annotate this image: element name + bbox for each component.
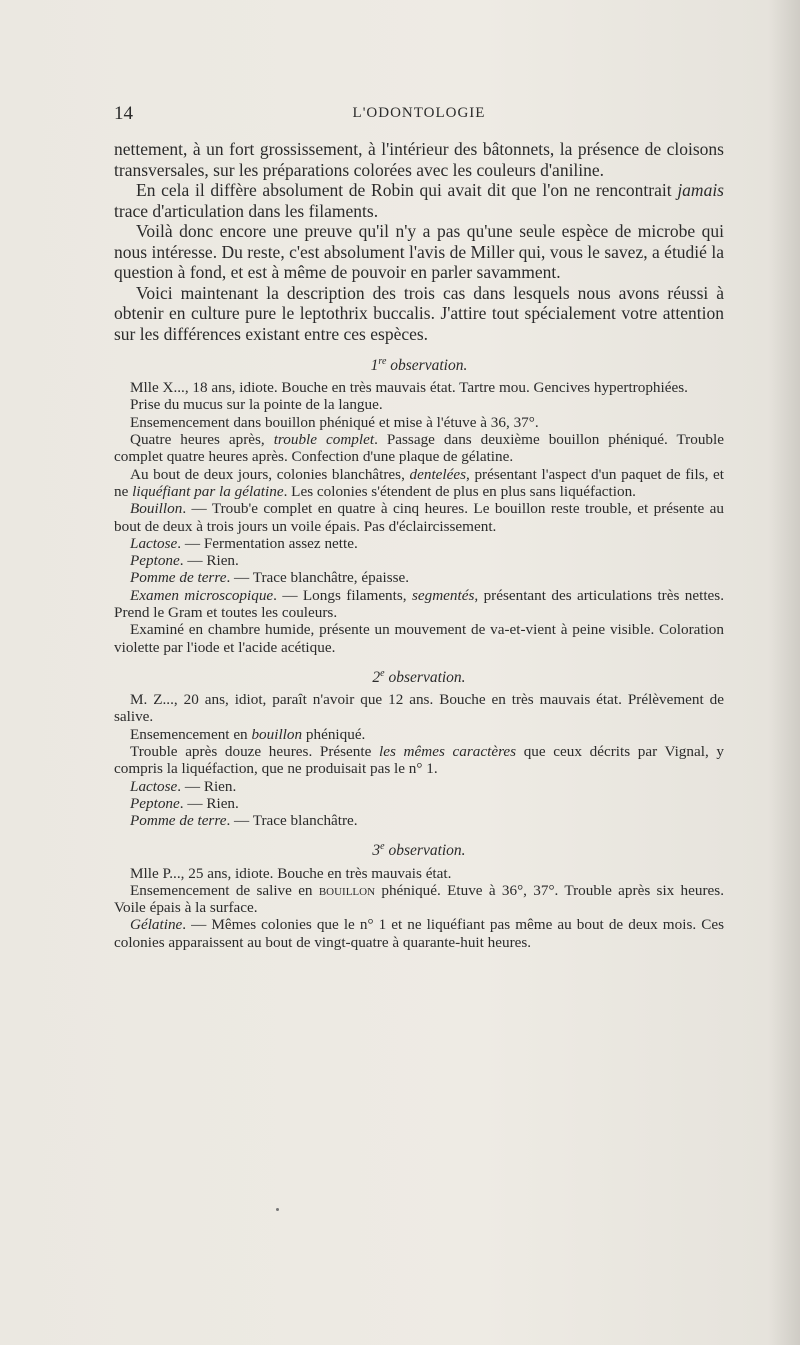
paragraph: Trouble après douze heures. Présente les mêmes caractères que ceux décrits par Vignal, y compris la liquéfaction, que ne produisait pas le n° 1. (114, 742, 724, 778)
paragraph: Ensemencement dans bouillon phéniqué et mise à l'étuve à 36, 37°. (130, 413, 539, 431)
paragraph: Prise du mucus sur la pointe de la langue. (130, 396, 383, 414)
paragraph: Pomme de terre. — Trace blanchâtre, épaisse. (130, 569, 410, 587)
observation-1 (114, 379, 724, 656)
paragraph: Peptone. — Rien. (130, 794, 239, 812)
paragraph: Voilà donc encore une preuve qu'il n'y a pas qu'une seule espèce de microbe qui nous intéresse. Du reste, c'est absolument l'avis de Miller qui, vous le savez, a étudié la question à fond, et est à même de pouvoir en parler savamment. (114, 221, 724, 282)
page-body (114, 139, 724, 951)
page-header (114, 103, 724, 133)
observation-3 (114, 865, 724, 951)
paragraph: Peptone. — Rien. (130, 552, 239, 570)
paragraph: M. Z..., 20 ans, idiot, paraît n'avoir que 12 ans. Bouche en très mauvais état. Prélèvement de salive. (114, 691, 724, 726)
observation-1-title: 1re observation. (370, 356, 468, 375)
intro-section (114, 139, 724, 344)
paragraph: Examen microscopique. — Longs filaments, segmentés, présentant des articulations très nettes. Prend le Gram et toutes les couleurs. (114, 586, 724, 622)
paragraph: nettement, à un fort grossissement, à l'intérieur des bâtonnets, la présence de cloisons transversales, sur les préparations colorées avec les couleurs d'aniline. (114, 139, 724, 180)
paragraph: Pomme de terre. — Trace blanchâtre. (130, 812, 358, 830)
paragraph: Examiné en chambre humide, présente un mouvement de va-et-vient à peine visible. Coloration violette par l'iode et l'acide acétique. (114, 621, 724, 656)
paragraph: Gélatine. — Mêmes colonies que le n° 1 et ne liquéfiant pas même au bout de deux mois. Ces colonies apparaissent au bout de vingt-quatre à quarante-huit heures. (114, 916, 724, 951)
paragraph: Bouillon. — Troub'e complet en quatre à cinq heures. Le bouillon reste trouble, et présente au bout de deux à trois jours un voile épais. Pas d'éclaircissement. (114, 500, 724, 535)
paragraph: Voici maintenant la description des trois cas dans lesquels nous avons réussi à obtenir en culture pure le leptothrix buccalis. J'attire tout spécialement votre attention sur les différences existant entre ces espèces. (114, 282, 724, 344)
paragraph: Ensemencement de salive en bouillon phéniqué. Etuve à 36°, 37°. Trouble après six heures. Voile épais à la surface. (114, 881, 724, 917)
running-title: L'ODONTOLOGIE (352, 105, 486, 121)
paragraph: Mlle X..., 18 ans, idiote. Bouche en très mauvais état. Tartre mou. Gencives hypertrophiées. (130, 379, 688, 397)
paragraph: Au bout de deux jours, colonies blanchâtres, dentelées, présentant l'aspect d'un paquet de fils, et ne liquéfiant par la gélatine. Les colonies s'étendent de plus en plus sans liquéfaction. (114, 465, 724, 500)
observation-2-title: 2e observation. (372, 667, 466, 687)
paragraph: Lactose. — Fermentation assez nette. (130, 534, 358, 552)
paragraph: Ensemencement en bouillon phéniqué. (130, 725, 366, 743)
observation-3-title: 3e observation. (372, 841, 466, 860)
paragraph: Mlle P..., 25 ans, idiote. Bouche en très mauvais état. (130, 864, 452, 882)
observation-2 (114, 691, 724, 829)
paper-speck (276, 1208, 279, 1211)
paragraph: Quatre heures après, trouble complet. Passage dans deuxième bouillon phéniqué. Trouble complet quatre heures après. Confection d'une plaque de gélatine. (114, 431, 724, 466)
paragraph: En cela il diffère absolument de Robin qui avait dit que l'on ne rencontrait jamais trace d'articulation dans les filaments. (114, 180, 724, 221)
paragraph: Lactose. — Rien. (130, 777, 237, 795)
page-number: 14 (114, 103, 133, 124)
